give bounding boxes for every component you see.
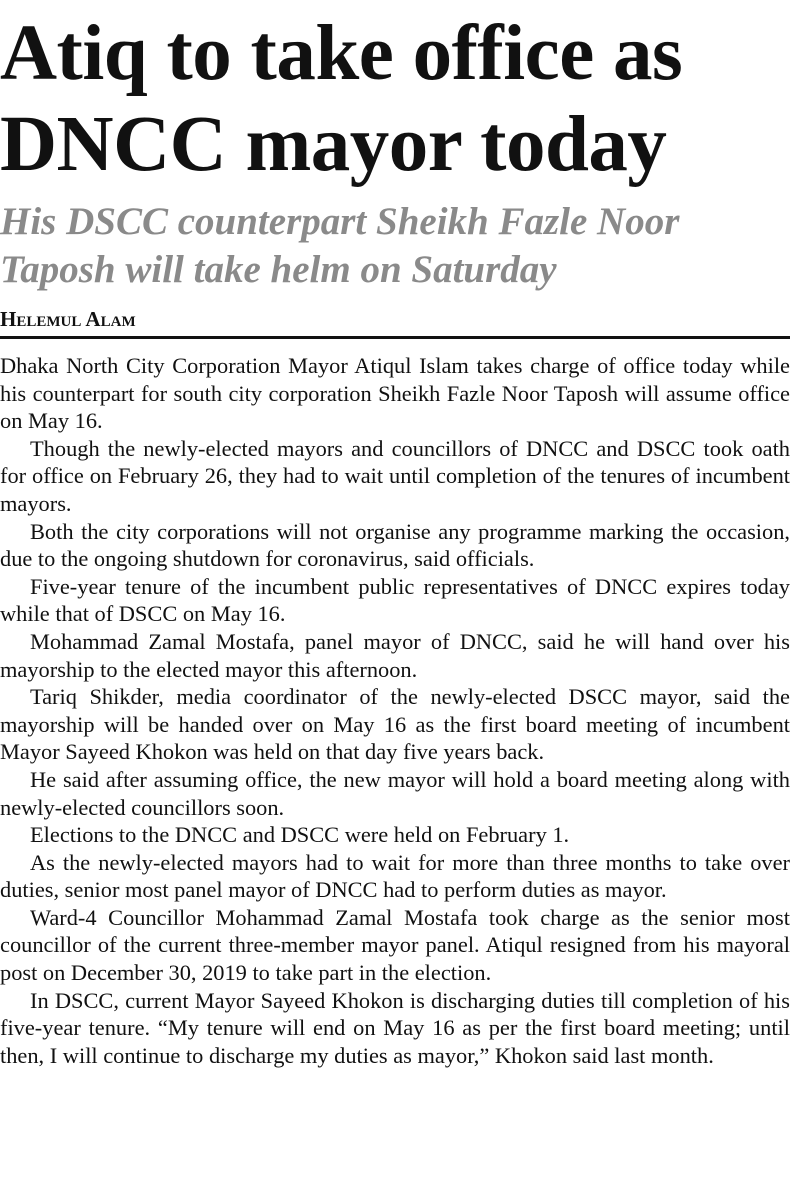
subheadline: His DSCC counterpart Sheikh Fazle Noor Taposh will take helm on Saturday	[0, 200, 680, 291]
article-body	[0, 352, 790, 1069]
article-paragraph: In DSCC, current Mayor Sayeed Khokon is discharging duties till completion of his five-year tenure. “My tenure will end on May 16 as per the first board meeting; until then, I will continue to discharge my duties as mayor,” Khokon said last month.	[0, 987, 790, 1068]
article-paragraph: Though the newly-elected mayors and councillors of DNCC and DSCC took oath for office on February 26, they had to wait until completion of the tenures of incumbent mayors.	[0, 435, 790, 516]
article-paragraph: Mohammad Zamal Mostafa, panel mayor of DNCC, said he will hand over his mayorship to the elected mayor this afternoon.	[0, 628, 790, 682]
article-paragraph: As the newly-elected mayors had to wait for more than three months to take over duties, senior most panel mayor of DNCC had to perform duties as mayor.	[0, 849, 790, 903]
headline: Atiq to take office as DNCC mayor today	[0, 10, 683, 188]
byline-divider	[0, 336, 790, 339]
article-paragraph: Elections to the DNCC and DSCC were held on February 1.	[30, 822, 570, 848]
article-paragraph: Tariq Shikder, media coordinator of the newly-elected DSCC mayor, said the mayorship will be handed over on May 16 as the first board meeting of incumbent Mayor Sayeed Khokon was held on that day five years back.	[0, 684, 790, 765]
byline: Helemul Alam	[0, 307, 136, 331]
article-paragraph: Five-year tenure of the incumbent public representatives of DNCC expires today while that of DSCC on May 16.	[0, 573, 790, 627]
article-paragraph: Ward-4 Councillor Mohammad Zamal Mostafa took charge as the senior most councillor of the current three-member mayor panel. Atiqul resigned from his mayoral post on December 30, 2019 to take part in the election.	[0, 904, 790, 986]
article-paragraph: Dhaka North City Corporation Mayor Atiqul Islam takes charge of office today while his counterpart for south city corporation Sheikh Fazle Noor Taposh will assume office on May 16.	[0, 353, 790, 434]
article-paragraph: Both the city corporations will not organise any programme marking the occasion, due to the ongoing shutdown for coronavirus, said officials.	[0, 518, 790, 572]
article-paragraph: He said after assuming office, the new mayor will hold a board meeting along with newly-elected councillors soon.	[0, 766, 790, 820]
